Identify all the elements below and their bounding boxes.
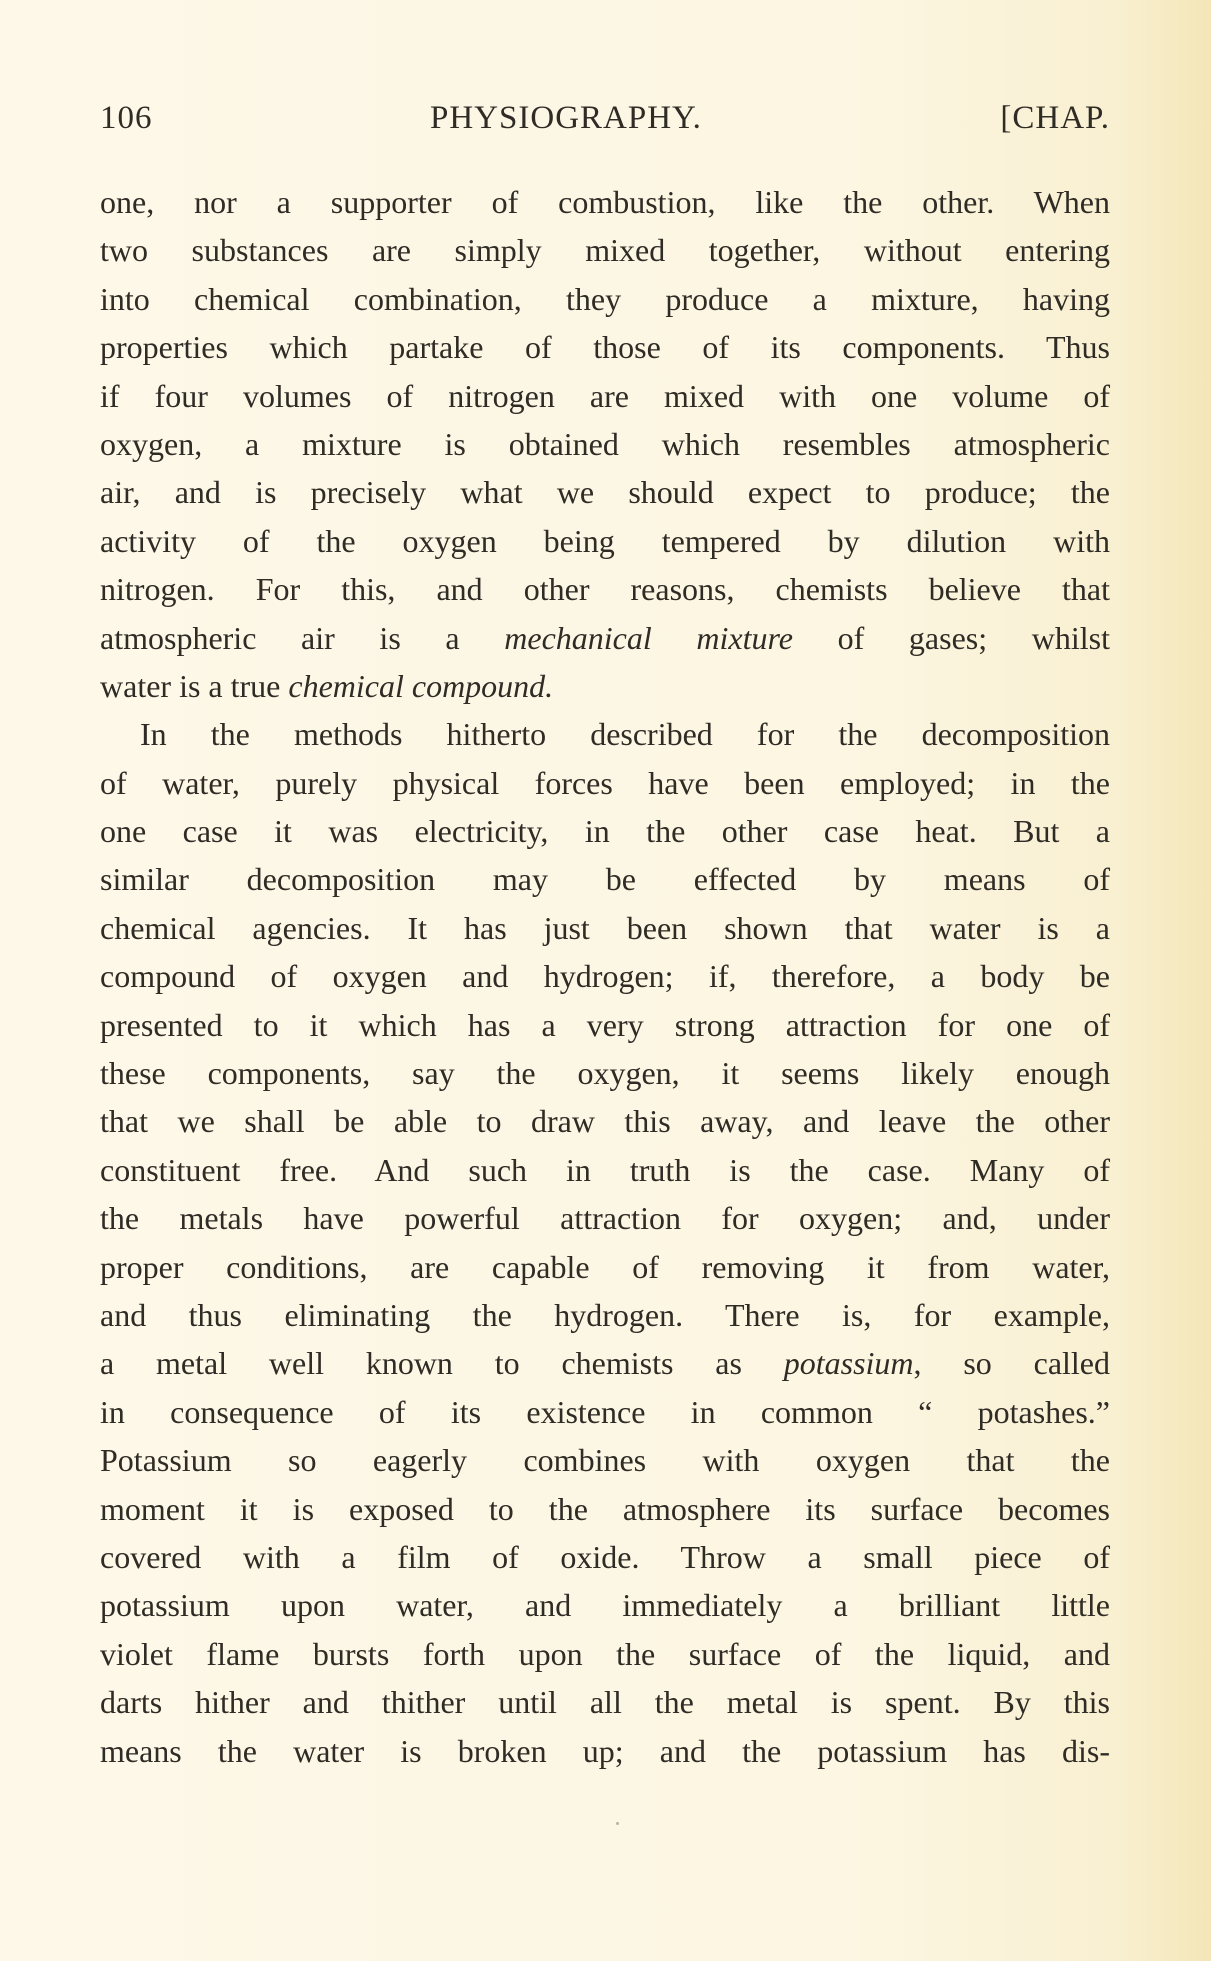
text-line bbox=[100, 1678, 1110, 1726]
text-line bbox=[100, 517, 1110, 565]
italic-phrase: chemical compound. bbox=[288, 667, 554, 704]
text-line bbox=[100, 1194, 1110, 1242]
text-line bbox=[100, 323, 1110, 371]
text-line bbox=[100, 565, 1110, 613]
text-run: properties which partake of those of its components. Thus bbox=[100, 329, 1110, 366]
text-line bbox=[100, 178, 1110, 226]
text-run: two substances are simply mixed together, without entering bbox=[100, 232, 1110, 269]
text-line bbox=[100, 1581, 1110, 1629]
text-run: similar decomposition may be effected by means of bbox=[100, 861, 1110, 898]
text-line bbox=[100, 1097, 1110, 1145]
text-run: of water, purely physical forces have been employed; in the bbox=[100, 764, 1110, 801]
text-line bbox=[100, 1001, 1110, 1049]
text-line bbox=[100, 759, 1110, 807]
text-run: and thus eliminating the hydrogen. There is, for example, bbox=[100, 1296, 1110, 1333]
text-run: into chemical combination, they produce a mixture, having bbox=[100, 280, 1110, 317]
text-line bbox=[100, 662, 1110, 710]
italic-phrase: potassium bbox=[783, 1345, 914, 1382]
text-line bbox=[100, 1727, 1110, 1775]
text-line bbox=[100, 1049, 1110, 1097]
paper-speck bbox=[616, 1822, 619, 1825]
text-run: Potassium so eagerly combines with oxygen that the bbox=[100, 1442, 1110, 1479]
text-run: activity of the oxygen being tempered by dilution with bbox=[100, 522, 1110, 559]
text-run: nitrogen. For this, and other reasons, chemists believe that bbox=[100, 571, 1110, 608]
text-line bbox=[100, 372, 1110, 420]
text-run: a metal well known to chemists as bbox=[100, 1345, 784, 1382]
text-run: one case it was electricity, in the other case heat. But a bbox=[100, 813, 1110, 850]
text-run: water is a true bbox=[100, 667, 289, 704]
text-run: violet flame bursts forth upon the surface of the liquid, and bbox=[100, 1635, 1110, 1672]
text-run: constituent free. And such in truth is the case. Many of bbox=[100, 1151, 1110, 1188]
text-run: if four volumes of nitrogen are mixed with one volume of bbox=[100, 377, 1110, 414]
text-line bbox=[100, 1388, 1110, 1436]
text-run: presented to it which has a very strong attraction for one of bbox=[100, 1006, 1110, 1043]
text-line bbox=[100, 1243, 1110, 1291]
text-run: In the methods hitherto described for the decomposition bbox=[140, 716, 1110, 753]
text-run: these components, say the oxygen, it seems likely enough bbox=[100, 1055, 1110, 1092]
text-line bbox=[100, 952, 1110, 1000]
text-line bbox=[100, 1436, 1110, 1484]
body-text bbox=[100, 178, 1110, 1775]
text-line bbox=[100, 468, 1110, 516]
text-run: atmospheric air is a bbox=[100, 619, 505, 656]
text-run: darts hither and thither until all the metal is spent. By this bbox=[100, 1684, 1110, 1721]
text-run: the metals have powerful attraction for oxygen; and, under bbox=[100, 1200, 1110, 1237]
running-title: PHYSIOGRAPHY. bbox=[430, 100, 702, 136]
text-line bbox=[100, 1630, 1110, 1678]
text-line bbox=[100, 614, 1110, 662]
text-line bbox=[100, 1291, 1110, 1339]
text-run: covered with a film of oxide. Throw a small piece of bbox=[100, 1538, 1110, 1575]
text-run: moment it is exposed to the atmosphere its surface becomes bbox=[100, 1490, 1110, 1527]
text-line bbox=[100, 1485, 1110, 1533]
text-run: that we shall be able to draw this away, and leave the other bbox=[100, 1103, 1110, 1140]
text-run: one, nor a supporter of combustion, like the other. When bbox=[100, 184, 1110, 220]
text-run: in consequence of its existence in common “ potashes.” bbox=[100, 1393, 1110, 1430]
text-run: , so called bbox=[913, 1345, 1111, 1382]
chapter-marker: [CHAP. bbox=[1000, 100, 1110, 136]
page-header bbox=[100, 100, 1110, 150]
page-number: 106 bbox=[100, 100, 153, 136]
text-run: of gases; whilst bbox=[792, 619, 1111, 656]
italic-phrase: mechanical mixture bbox=[504, 619, 793, 656]
text-line bbox=[100, 1533, 1110, 1581]
text-line bbox=[100, 807, 1110, 855]
text-run: air, and is precisely what we should expect to produce; the bbox=[100, 474, 1110, 511]
text-line bbox=[100, 710, 1110, 758]
text-line bbox=[100, 275, 1110, 323]
text-run: potassium upon water, and immediately a brilliant little bbox=[100, 1587, 1110, 1624]
text-line bbox=[100, 904, 1110, 952]
text-line bbox=[100, 855, 1110, 903]
text-line bbox=[100, 1146, 1110, 1194]
text-line bbox=[100, 226, 1110, 274]
text-run: oxygen, a mixture is obtained which resembles atmospheric bbox=[100, 425, 1110, 462]
text-line bbox=[100, 1339, 1110, 1387]
text-run: compound of oxygen and hydrogen; if, therefore, a body be bbox=[100, 958, 1110, 995]
text-run: proper conditions, are capable of removing it from water, bbox=[100, 1248, 1110, 1285]
text-run: chemical agencies. It has just been shown that water is a bbox=[100, 909, 1110, 946]
text-run: means the water is broken up; and the potassium has dis- bbox=[100, 1732, 1110, 1769]
text-line bbox=[100, 420, 1110, 468]
